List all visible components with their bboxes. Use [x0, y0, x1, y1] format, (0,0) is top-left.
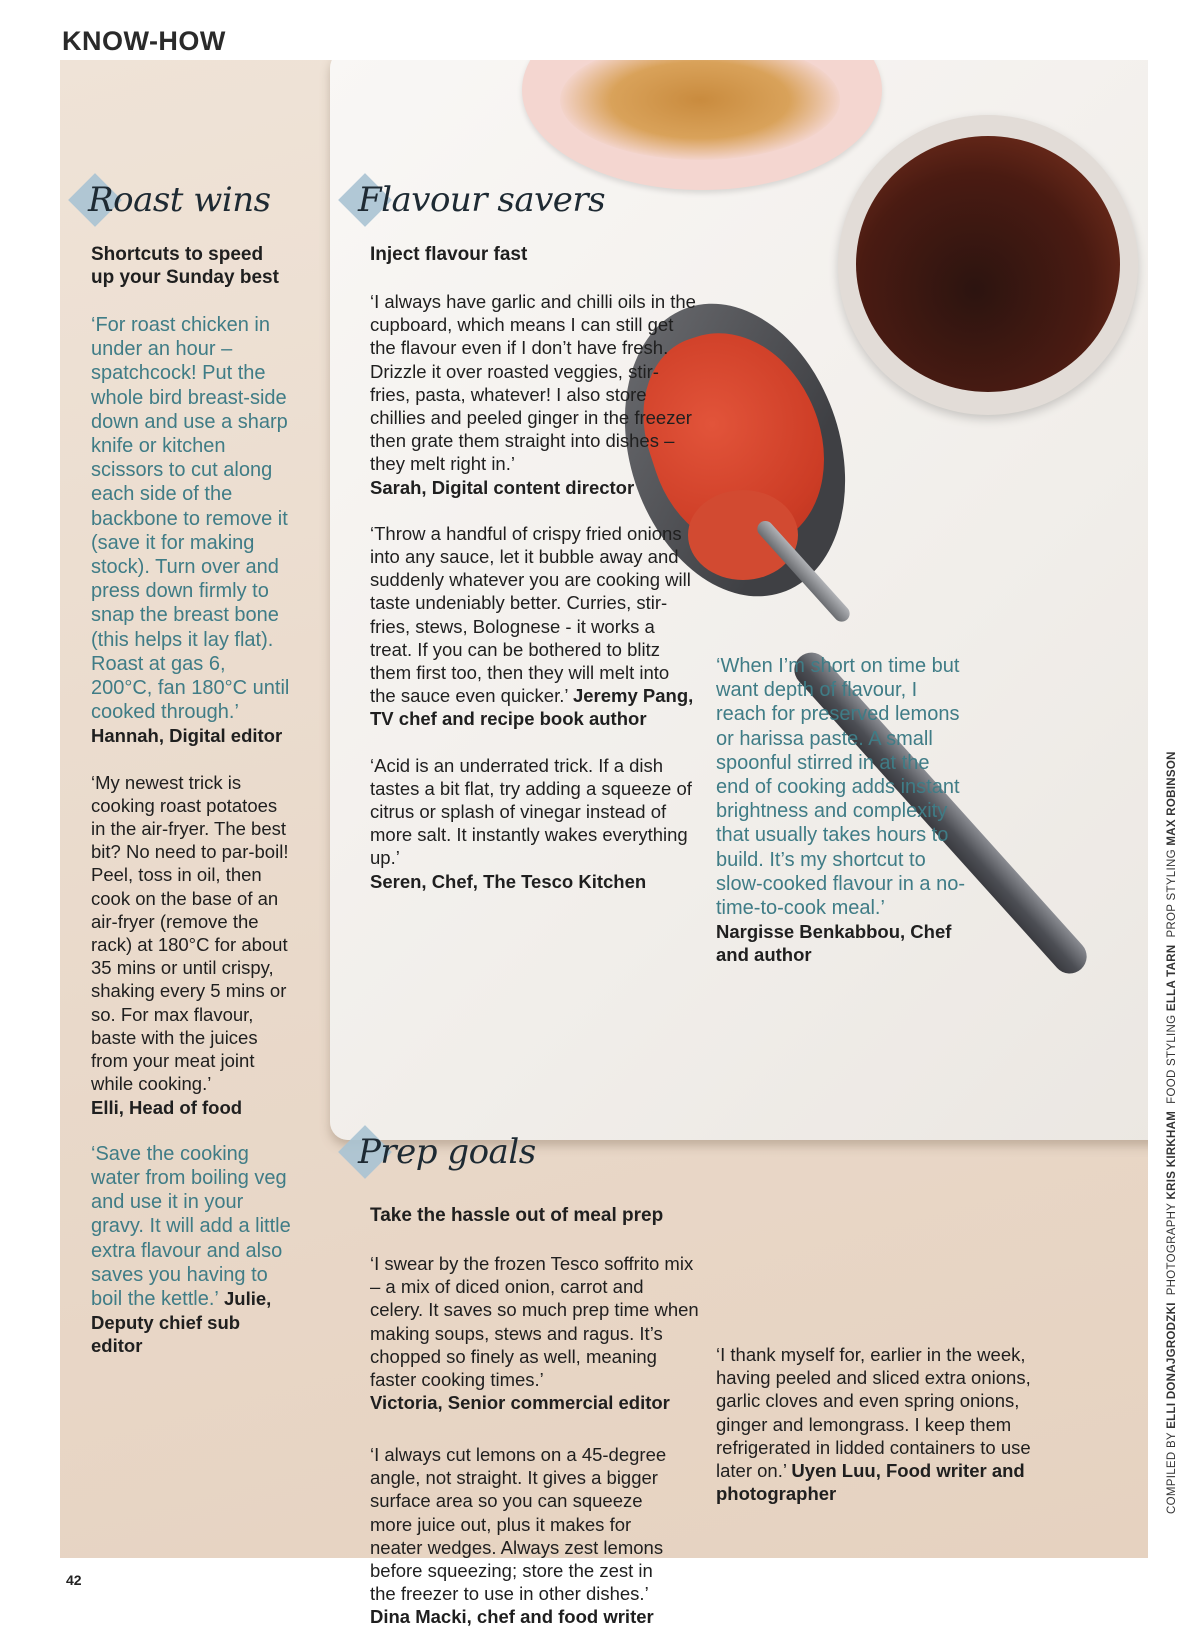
credit-name: KRIS KIRKHAM	[1166, 1110, 1178, 1200]
prep-title: Prep goals	[358, 1132, 536, 1172]
tip-author: Hannah, Digital editor	[91, 725, 283, 747]
tip-author: Nargisse Benkabbou, Chef and author	[716, 921, 952, 966]
flavour-column-right	[716, 654, 966, 990]
tip-quote: ‘My newest trick is cooking roast potatoes in the air-fryer. The best bit? No need to par-boil! Peel, toss in oil, then cook on the base of an air-fryer (remove the rack) at 180°C for about 35 mins or until crispy, shaking every 5 mins or so. For max flavour, baste with the juices from your meat joint while cooking.’	[91, 771, 289, 1095]
tip	[91, 1142, 291, 1358]
tip-quote: ‘Throw a handful of crispy fried onions into any sauce, let it bubble away and suddenly whatever you are cooking will taste undeniably better. Curries, stir-fries, stews, Bolognese - it works a treat. If you can be bothered to blitz them first too, then they will melt into the sauce even quicker.’	[370, 522, 691, 707]
prep-heading	[346, 1132, 536, 1172]
tip	[370, 754, 698, 893]
tip	[370, 522, 698, 731]
tip-quote: ‘For roast chicken in under an hour – spatchcock! Put the whole bird breast-side down and use a sharp knife or kitchen scissors to cut along each side of the backbone to remove it (save it for making stock). Turn over and press down firmly to snap the breast bone (this helps it lay flat). Roast at gas 6, 200°C, fan 180°C until cooked through.’	[91, 314, 290, 724]
prep-column	[370, 1252, 700, 1437]
tip	[716, 654, 966, 967]
tip-author: Sarah, Digital content director	[370, 476, 635, 498]
roast-column	[91, 313, 291, 1381]
tip-quote: ‘I thank myself for, earlier in the week, having peeled and sliced extra onions, garlic cloves and even spring onions, ginger and lemongrass. I keep them refrigerated in lidded containers to use later on.’	[716, 1344, 1031, 1482]
flavour-subtitle: Inject flavour fast	[370, 244, 528, 265]
photo-credits	[1166, 751, 1178, 1514]
flavour-title: Flavour savers	[358, 180, 606, 220]
tip-quote: ‘Acid is an underrated trick. If a dish tastes a bit flat, try adding a squeeze of citrus or splash of vinegar instead of more salt. It instantly wakes everything up.’	[370, 754, 692, 869]
prep-subtitle: Take the hassle out of meal prep	[370, 1205, 664, 1226]
dark-sauce	[856, 136, 1120, 392]
roast-heading	[76, 180, 271, 220]
credit-name: ELLA TARN	[1166, 944, 1178, 1012]
tip-quote: ‘I always have garlic and chilli oils in the cupboard, which means I can still get the flavour even if I don’t have fresh. Drizzle it over roasted veggies, stir-fries, pasta, whatever! I also store chillies and peeled ginger in the freezer then grate them straight into dishes – they melt right in.’	[370, 291, 696, 475]
roast-subtitle: Shortcuts to speed up your Sunday best	[91, 244, 279, 288]
page-number: 42	[66, 1572, 82, 1588]
tip-quote: ‘Save the cooking water from boiling veg and use it in your gravy. It will add a little extra flavour and also saves you having to boil the kettle.’	[91, 1142, 291, 1310]
flavour-heading	[346, 180, 605, 220]
tip	[370, 1443, 670, 1629]
credit-label: COMPILED BY	[1166, 1432, 1178, 1514]
tip-quote: ‘I always cut lemons on a 45-degree angle, not straight. It gives a bigger surface area so you can squeeze more juice out, plus it makes for neater wedges. Always zest lemons before squeezing; store the zest in the freezer to use in other dishes.’	[370, 1444, 667, 1605]
tip	[91, 313, 291, 748]
tip-author: Seren, Chef, The Tesco Kitchen	[370, 870, 647, 892]
tip-author: Victoria, Senior commercial editor	[370, 1392, 670, 1414]
tip-author: Elli, Head of food	[91, 1096, 243, 1118]
tip-quote: ‘When I’m short on time but want depth of flavour, I reach for preserved lemons or harissa paste. A small spoonful stirred in at the end of cooking adds instant brightness and complexity that usually takes hours to build. It’s my shortcut to slow-cooked flavour in a no-time-to-cook meal.’	[716, 655, 966, 920]
prep-column-right	[716, 1343, 1056, 1528]
credit-name: MAX ROBINSON	[1166, 751, 1178, 846]
flavour-column	[370, 290, 698, 916]
roast-title: Roast wins	[88, 180, 271, 220]
section-label: KNOW-HOW	[62, 26, 226, 56]
tip	[91, 771, 291, 1119]
credit-label: PHOTOGRAPHY	[1166, 1202, 1178, 1296]
tip-author: Julie, Deputy chief sub editor	[91, 1287, 272, 1357]
credit-name: ELLI DONAJGRODZKI	[1166, 1302, 1178, 1429]
tip-quote: ‘I swear by the frozen Tesco soffrito mix – a mix of diced onion, carrot and celery. It saves so much prep time when making soups, stews and ragus. It’s chopped so finely as well, meaning faster cooking times.’	[370, 1253, 699, 1391]
tip-author: Jeremy Pang, TV chef and recipe book author	[370, 685, 694, 730]
tip	[370, 290, 698, 499]
credit-label: FOOD STYLING	[1166, 1014, 1178, 1104]
tip	[716, 1343, 1056, 1505]
tip-author: Dina Macki, chef and food writer	[370, 1606, 654, 1628]
tip-author: Uyen Luu, Food writer and photographer	[716, 1460, 1025, 1505]
credit-label: PROP STYLING	[1166, 849, 1178, 938]
tip	[370, 1252, 700, 1414]
